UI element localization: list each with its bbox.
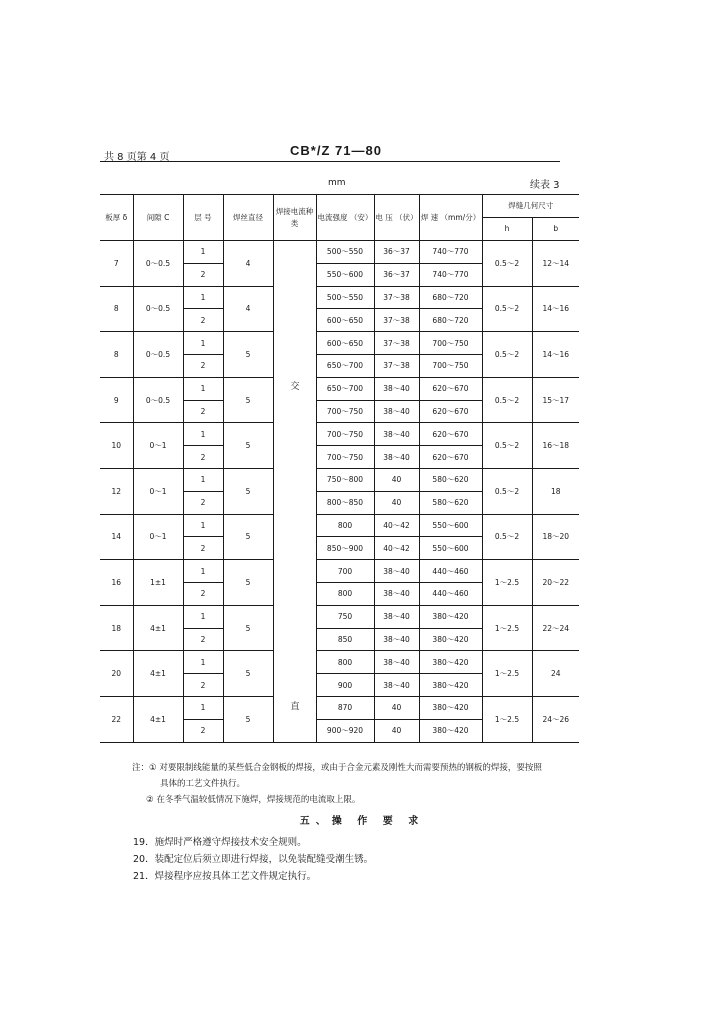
cell-voltage: 37～38 bbox=[374, 354, 419, 377]
cell-layer: 1 bbox=[183, 696, 223, 719]
cell-voltage: 38～40 bbox=[374, 560, 419, 583]
cell-gap: 0～0.5 bbox=[133, 286, 183, 332]
cell-current: 600～650 bbox=[316, 332, 374, 355]
cell-speed: 680～720 bbox=[419, 286, 482, 309]
cell-layer: 1 bbox=[183, 241, 223, 264]
cell-h: 1～2.5 bbox=[482, 651, 532, 697]
cell-wire-diameter: 5 bbox=[223, 696, 273, 742]
cell-current: 700～750 bbox=[316, 400, 374, 423]
cell-speed: 550～600 bbox=[419, 514, 482, 537]
cell-wire-diameter: 5 bbox=[223, 377, 273, 423]
cell-h: 0.5～2 bbox=[482, 514, 532, 560]
cell-layer: 2 bbox=[183, 309, 223, 332]
cell-current: 870 bbox=[316, 696, 374, 719]
cell-layer: 2 bbox=[183, 400, 223, 423]
cell-voltage: 38～40 bbox=[374, 628, 419, 651]
header-layer: 层 号 bbox=[183, 195, 223, 241]
cell-gap: 0～0.5 bbox=[133, 332, 183, 378]
table-row bbox=[100, 332, 579, 355]
table-row bbox=[100, 468, 579, 491]
cell-layer: 2 bbox=[183, 263, 223, 286]
cell-current: 700 bbox=[316, 560, 374, 583]
cell-thickness: 16 bbox=[100, 560, 133, 606]
cell-b: 14～16 bbox=[532, 286, 579, 332]
cell-thickness: 14 bbox=[100, 514, 133, 560]
cell-layer: 2 bbox=[183, 674, 223, 697]
cell-voltage: 38～40 bbox=[374, 423, 419, 446]
cell-thickness: 8 bbox=[100, 332, 133, 378]
table-row bbox=[100, 560, 579, 583]
cell-wire-diameter: 4 bbox=[223, 241, 273, 287]
table-row bbox=[100, 696, 579, 719]
cell-speed: 680～720 bbox=[419, 309, 482, 332]
header-thickness: 板厚 δ bbox=[100, 195, 133, 241]
cell-current: 750 bbox=[316, 605, 374, 628]
cell-voltage: 38～40 bbox=[374, 400, 419, 423]
cell-voltage: 40 bbox=[374, 719, 419, 742]
cell-voltage: 38～40 bbox=[374, 377, 419, 400]
header-rule bbox=[100, 161, 560, 162]
cell-current: 650～700 bbox=[316, 354, 374, 377]
cell-gap: 4±1 bbox=[133, 605, 183, 651]
table-row bbox=[100, 241, 579, 264]
cell-thickness: 7 bbox=[100, 241, 133, 287]
cell-speed: 440～460 bbox=[419, 560, 482, 583]
cell-speed: 620～670 bbox=[419, 400, 482, 423]
cell-layer: 1 bbox=[183, 468, 223, 491]
cell-voltage: 36～37 bbox=[374, 263, 419, 286]
header-h: h bbox=[482, 218, 532, 241]
cell-current: 700～750 bbox=[316, 446, 374, 469]
cell-h: 1～2.5 bbox=[482, 560, 532, 606]
cell-current: 900 bbox=[316, 674, 374, 697]
note-1: 注：① 对要限制线能量的某些低合金钢板的焊接，或由于合金元素及刚性大而需要预热的钢板的焊接，要按照 bbox=[132, 763, 542, 773]
cell-layer: 1 bbox=[183, 514, 223, 537]
cell-speed: 700～750 bbox=[419, 332, 482, 355]
cell-wire-diameter: 5 bbox=[223, 651, 273, 697]
header-b: b bbox=[532, 218, 579, 241]
cell-b: 24～26 bbox=[532, 696, 579, 742]
cell-current: 750～800 bbox=[316, 468, 374, 491]
cell-voltage: 38～40 bbox=[374, 674, 419, 697]
cell-h: 0.5～2 bbox=[482, 377, 532, 423]
cell-thickness: 22 bbox=[100, 696, 133, 742]
cell-speed: 620～670 bbox=[419, 377, 482, 400]
cell-b: 16～18 bbox=[532, 423, 579, 469]
table-unit: mm bbox=[328, 178, 346, 188]
cell-wire-diameter: 5 bbox=[223, 560, 273, 606]
cell-layer: 2 bbox=[183, 628, 223, 651]
cell-layer: 2 bbox=[183, 354, 223, 377]
cell-current: 600～650 bbox=[316, 309, 374, 332]
cell-current: 800 bbox=[316, 514, 374, 537]
current-type-ac: 交 bbox=[290, 382, 300, 392]
cell-gap: 0～1 bbox=[133, 514, 183, 560]
cell-voltage: 37～38 bbox=[374, 309, 419, 332]
cell-gap: 0～0.5 bbox=[133, 377, 183, 423]
cell-current: 500～550 bbox=[316, 241, 374, 264]
header-gap: 间隙 C bbox=[133, 195, 183, 241]
cell-voltage: 38～40 bbox=[374, 651, 419, 674]
cell-current: 850～900 bbox=[316, 537, 374, 560]
cell-layer: 2 bbox=[183, 446, 223, 469]
cell-speed: 380～420 bbox=[419, 719, 482, 742]
cell-speed: 380～420 bbox=[419, 674, 482, 697]
cell-current: 900～920 bbox=[316, 719, 374, 742]
cell-h: 0.5～2 bbox=[482, 241, 532, 287]
cell-layer: 1 bbox=[183, 286, 223, 309]
cell-voltage: 40 bbox=[374, 491, 419, 514]
cell-layer: 1 bbox=[183, 651, 223, 674]
header-speed: 焊 速 （mm/分） bbox=[419, 195, 482, 241]
cell-voltage: 37～38 bbox=[374, 286, 419, 309]
cell-gap: 0～1 bbox=[133, 423, 183, 469]
cell-b: 14～16 bbox=[532, 332, 579, 378]
cell-gap: 0～1 bbox=[133, 468, 183, 514]
cell-b: 24 bbox=[532, 651, 579, 697]
cell-voltage: 38～40 bbox=[374, 605, 419, 628]
cell-speed: 700～750 bbox=[419, 354, 482, 377]
cell-current: 800 bbox=[316, 651, 374, 674]
cell-current: 550～600 bbox=[316, 263, 374, 286]
cell-gap: 4±1 bbox=[133, 651, 183, 697]
clause-19: 19．施焊时严格遵守焊接技术安全规则。 bbox=[133, 837, 307, 848]
table-row bbox=[100, 286, 579, 309]
cell-layer: 2 bbox=[183, 537, 223, 560]
cell-voltage: 37～38 bbox=[374, 332, 419, 355]
cell-wire-diameter: 5 bbox=[223, 605, 273, 651]
cell-current-type bbox=[273, 241, 316, 743]
table-row bbox=[100, 423, 579, 446]
table-row bbox=[100, 651, 579, 674]
cell-voltage: 38～40 bbox=[374, 446, 419, 469]
cell-layer: 2 bbox=[183, 491, 223, 514]
table-row bbox=[100, 377, 579, 400]
cell-voltage: 40 bbox=[374, 468, 419, 491]
cell-speed: 550～600 bbox=[419, 537, 482, 560]
cell-wire-diameter: 4 bbox=[223, 286, 273, 332]
cell-b: 12～14 bbox=[532, 241, 579, 287]
cell-layer: 1 bbox=[183, 377, 223, 400]
cell-thickness: 9 bbox=[100, 377, 133, 423]
header-current: 电流强度 （安） bbox=[316, 195, 374, 241]
cell-wire-diameter: 5 bbox=[223, 332, 273, 378]
table-notes bbox=[132, 760, 572, 808]
cell-voltage: 40～42 bbox=[374, 537, 419, 560]
cell-h: 0.5～2 bbox=[482, 423, 532, 469]
cell-speed: 580～620 bbox=[419, 468, 482, 491]
note-2: ② 在冬季气温较低情况下施焊，焊接规范的电流取上限。 bbox=[146, 795, 361, 805]
cell-h: 1～2.5 bbox=[482, 605, 532, 651]
welding-parameter-table bbox=[100, 194, 579, 743]
cell-speed: 740～770 bbox=[419, 263, 482, 286]
note-1-continued: 具体的工艺文件执行。 bbox=[160, 779, 246, 789]
cell-current: 650～700 bbox=[316, 377, 374, 400]
cell-speed: 380～420 bbox=[419, 628, 482, 651]
cell-b: 18～20 bbox=[532, 514, 579, 560]
cell-b: 22～24 bbox=[532, 605, 579, 651]
cell-b: 18 bbox=[532, 468, 579, 514]
current-type-dc: 直 bbox=[290, 702, 300, 712]
cell-current: 850 bbox=[316, 628, 374, 651]
cell-thickness: 10 bbox=[100, 423, 133, 469]
cell-voltage: 40 bbox=[374, 696, 419, 719]
table-row bbox=[100, 605, 579, 628]
cell-speed: 380～420 bbox=[419, 605, 482, 628]
section-title: 五、操 作 要 求 bbox=[299, 816, 425, 827]
cell-h: 0.5～2 bbox=[482, 286, 532, 332]
cell-h: 0.5～2 bbox=[482, 332, 532, 378]
clause-21: 21．焊接程序应按具体工艺文件规定执行。 bbox=[133, 871, 317, 882]
cell-speed: 580～620 bbox=[419, 491, 482, 514]
cell-thickness: 8 bbox=[100, 286, 133, 332]
table-row bbox=[100, 514, 579, 537]
cell-layer: 2 bbox=[183, 719, 223, 742]
cell-speed: 740～770 bbox=[419, 241, 482, 264]
header-groove: 焊缝几何尺寸 bbox=[482, 195, 579, 218]
cell-gap: 4±1 bbox=[133, 696, 183, 742]
cell-wire-diameter: 5 bbox=[223, 514, 273, 560]
cell-gap: 1±1 bbox=[133, 560, 183, 606]
cell-wire-diameter: 5 bbox=[223, 423, 273, 469]
clause-20: 20．装配定位后须立即进行焊接，以免装配缝受潮生锈。 bbox=[133, 854, 374, 865]
cell-layer: 1 bbox=[183, 605, 223, 628]
cell-current: 800 bbox=[316, 582, 374, 605]
page-info: 共 8 页第 4 页 bbox=[104, 152, 170, 163]
standard-number: CB*/Z 71—80 bbox=[290, 143, 382, 158]
cell-speed: 620～670 bbox=[419, 423, 482, 446]
cell-voltage: 36～37 bbox=[374, 241, 419, 264]
cell-current: 800～850 bbox=[316, 491, 374, 514]
cell-speed: 440～460 bbox=[419, 582, 482, 605]
cell-speed: 380～420 bbox=[419, 651, 482, 674]
cell-h: 0.5～2 bbox=[482, 468, 532, 514]
cell-layer: 2 bbox=[183, 582, 223, 605]
cell-gap: 0～0.5 bbox=[133, 241, 183, 287]
cell-wire-diameter: 5 bbox=[223, 468, 273, 514]
cell-layer: 1 bbox=[183, 423, 223, 446]
header-current-type: 焊接电流种类 bbox=[273, 195, 316, 241]
cell-b: 20～22 bbox=[532, 560, 579, 606]
cell-voltage: 40～42 bbox=[374, 514, 419, 537]
cell-layer: 1 bbox=[183, 332, 223, 355]
cell-thickness: 20 bbox=[100, 651, 133, 697]
cell-speed: 380～420 bbox=[419, 696, 482, 719]
cell-h: 1～2.5 bbox=[482, 696, 532, 742]
cell-thickness: 18 bbox=[100, 605, 133, 651]
cell-layer: 1 bbox=[183, 560, 223, 583]
cell-current: 700～750 bbox=[316, 423, 374, 446]
cell-current: 500～550 bbox=[316, 286, 374, 309]
header-voltage: 电 压 （伏） bbox=[374, 195, 419, 241]
cell-voltage: 38～40 bbox=[374, 582, 419, 605]
header-wire-diameter: 焊丝直径 bbox=[223, 195, 273, 241]
cell-speed: 620～670 bbox=[419, 446, 482, 469]
cell-b: 15～17 bbox=[532, 377, 579, 423]
clause-list bbox=[133, 834, 373, 885]
table-continuation: 续表 3 bbox=[530, 180, 560, 191]
cell-thickness: 12 bbox=[100, 468, 133, 514]
